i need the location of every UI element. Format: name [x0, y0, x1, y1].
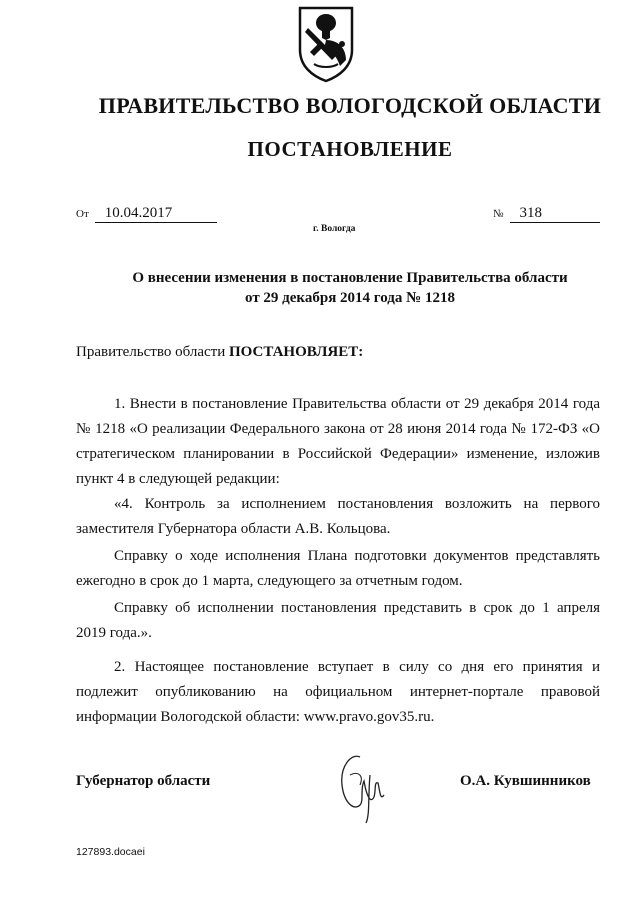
city-label: г. Вологда: [313, 224, 356, 234]
paragraph-2: «4. Контроль за исполнением постановления возложить на первого заместителя Губернатора области А.В. Кольцова.: [76, 496, 600, 537]
file-id: 127893.docaei: [76, 846, 145, 858]
preamble: [76, 340, 600, 365]
date-field: [76, 205, 217, 223]
date-value: 10.04.2017: [95, 205, 217, 223]
document-type: ПОСТАНОВЛЕНИЕ: [247, 137, 453, 161]
paragraph-4: Справку об исполнении постановления представить в срок до 1 апреля 2019 года.».: [76, 600, 600, 641]
signer-name: О.А. Кувшинников: [460, 773, 591, 789]
date-label: От: [76, 208, 89, 220]
paragraph-1: 1. Внести в постановление Правительства области от 29 декабря 2014 года № 1218 «О реализации Федерального закона от 28 июня 2014 года № 172-ФЗ «О стратегическом планировании в Российской Федерации» изменение, изложив пункт 4 в следующей редакции:: [76, 396, 600, 487]
number-value: 318: [510, 205, 600, 223]
number-field: [493, 205, 600, 223]
preamble-text: Правительство области: [76, 344, 229, 360]
number-label: №: [493, 208, 504, 220]
preamble-keyword: ПОСТАНОВЛЯЕТ:: [228, 344, 364, 360]
government-title: ПРАВИТЕЛЬСТВО ВОЛОГОДСКОЙ ОБЛАСТИ: [98, 93, 602, 118]
document-subject: [60, 268, 640, 308]
subject-line-1: О внесении изменения в постановление Правительства области: [132, 270, 568, 286]
paragraph-3: Справку о ходе исполнения Плана подготовки документов представлять ежегодно в срок до 1 марта, следующего за отчетным годом.: [76, 548, 600, 589]
subject-line-2: от 29 декабря 2014 года № 1218: [245, 290, 455, 306]
signer-title: Губернатор области: [76, 773, 211, 789]
handwritten-signature: [330, 745, 390, 825]
paragraph-5: 2. Настоящее постановление вступает в силу со дня его принятия и подлежит опубликованию на официальном интернет-портале правовой информации Вологодской области: www.pravo.gov35.ru.: [76, 659, 600, 725]
coat-of-arms-icon: [296, 4, 356, 84]
